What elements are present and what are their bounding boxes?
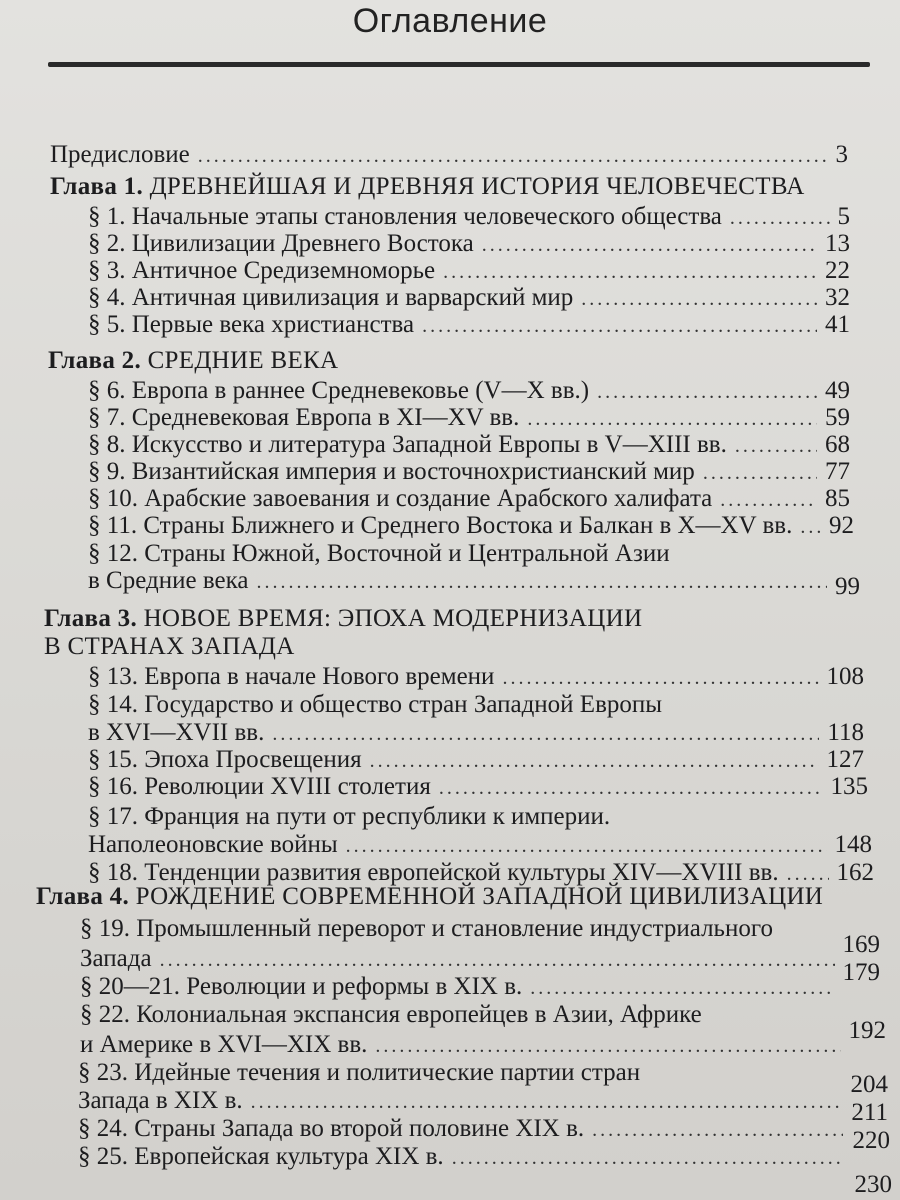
toc-entry-14-line1[interactable]: § 14. Государство и общество стран Западной Европы xyxy=(88,691,663,718)
toc-entry-title: в Средние века xyxy=(88,567,249,594)
toc-entry-page: 204 xyxy=(850,1071,888,1098)
toc-entry-page: 85 xyxy=(825,485,850,512)
toc-entry-page: 3 xyxy=(835,141,848,168)
toc-entry-page: 49 xyxy=(825,377,850,404)
toc-entry-19[interactable] xyxy=(80,931,880,975)
toc-entry-26-page[interactable]: 230 xyxy=(854,1171,892,1198)
toc-entry-page: 118 xyxy=(827,719,864,746)
chapter-label: Глава 2. xyxy=(48,347,142,374)
toc-entry-page: 192 xyxy=(848,1017,886,1044)
toc-entry-page: 108 xyxy=(826,663,864,690)
toc-entry-page: 32 xyxy=(825,284,850,311)
toc-entry-title: Запада xyxy=(80,945,152,972)
toc-entry-title: § 6. Европа в раннее Средневековье (V—X вв.) xyxy=(88,377,590,404)
toc-entry-title: § 13. Европа в начале Нового времени xyxy=(88,663,495,690)
dot-leader xyxy=(592,1115,843,1145)
toc-entry-page: 127 xyxy=(826,746,864,773)
toc-entry-title: Наполеоновские войны xyxy=(88,831,338,858)
toc-entry-page: 13 xyxy=(825,230,850,257)
toc-entry-title: § 24. Страны Запада во второй половине XIX в. xyxy=(78,1115,585,1142)
toc-entry-title: § 3. Античное Средиземноморье xyxy=(88,257,436,284)
toc-entry-title: § 11. Страны Ближнего и Среднего Востока и Балкан в X—XV вв. xyxy=(88,512,793,539)
dot-leader xyxy=(256,567,827,597)
toc-entry-title: § 4. Античная цивилизация и варварский мир xyxy=(88,284,574,311)
toc-entry-title: Запада в XIX в. xyxy=(78,1087,243,1114)
toc-entry-5[interactable] xyxy=(88,310,850,341)
dot-leader xyxy=(439,773,823,803)
toc-entry-title: § 2. Цивилизации Древнего Востока xyxy=(88,230,474,257)
toc-entry-title: § 20—21. Революции и реформы в XIX в. xyxy=(80,973,523,1000)
toc-entry-19-line1[interactable]: § 19. Промышленный переворот и становление индустриального xyxy=(80,915,773,942)
toc-entry-title: и Америке в XVI—XIX вв. xyxy=(80,1031,368,1058)
toc-entry-page: 99 xyxy=(835,573,860,600)
chapter-label: Глава 3. xyxy=(44,605,138,632)
dot-leader xyxy=(530,973,834,1003)
chapter-heading-4[interactable] xyxy=(36,882,823,912)
toc-entry-title: § 25. Европейская культура XIX в. xyxy=(78,1143,444,1170)
toc-entry-page: 162 xyxy=(836,859,874,886)
chapter-title: СРЕДНИЕ ВЕКА xyxy=(147,347,339,374)
toc-entry-page: 59 xyxy=(825,404,850,431)
chapter-heading-3[interactable] xyxy=(44,604,642,634)
toc-entry-page: 220 xyxy=(852,1127,890,1154)
toc-entry-title: § 8. Искусство и литература Западной Европы в V—XIII вв. xyxy=(88,431,727,458)
toc-entry-page: 22 xyxy=(825,257,850,284)
toc-entry-page: 135 xyxy=(830,773,868,800)
dot-leader xyxy=(346,831,827,861)
toc-entry-title: Предисловие xyxy=(50,141,190,168)
toc-entry-22[interactable] xyxy=(80,1017,886,1061)
toc-entry-11[interactable] xyxy=(88,511,854,542)
toc-entry-title: § 7. Средневековая Европа в XI—XV вв. xyxy=(88,404,520,431)
toc-entry-page: 169 xyxy=(842,931,880,958)
toc-entry-12[interactable] xyxy=(88,566,860,600)
dot-leader xyxy=(502,663,818,693)
dot-leader xyxy=(452,1143,845,1173)
toc-entry-title: § 16. Революции XVIII столетия xyxy=(88,773,431,800)
chapter-label: Глава 1. xyxy=(50,173,144,200)
dot-leader xyxy=(375,1031,840,1061)
toc-entry-title: § 18. Тенденции развития европейской культуры XIV—XVIII вв. xyxy=(88,859,779,886)
dot-leader xyxy=(422,311,817,341)
toc-entry-title: § 1. Начальные этапы становления человеческого общества xyxy=(88,203,722,230)
toc-entry-12-line1[interactable]: § 12. Страны Южной, Восточной и Центральной Азии xyxy=(88,540,670,567)
toc-entry-preface[interactable] xyxy=(50,140,848,171)
toc-entry-page: 211 xyxy=(851,1099,888,1126)
toc-entry-page: 77 xyxy=(825,458,850,485)
toc-entry-16[interactable] xyxy=(88,772,868,803)
toc-entry-title: § 15. Эпоха Просвещения xyxy=(88,746,362,773)
page-title: Оглавление xyxy=(352,2,548,40)
chapter-title: НОВОЕ ВРЕМЯ: ЭПОХА МОДЕРНИЗАЦИИ xyxy=(143,605,643,632)
toc-entry-title: § 5. Первые века христианства xyxy=(88,311,415,338)
chapter-heading-3-line2[interactable]: В СТРАНАХ ЗАПАДА xyxy=(44,633,295,660)
chapter-heading-2[interactable] xyxy=(48,346,338,376)
dot-leader xyxy=(160,945,835,975)
toc-entry-page: 68 xyxy=(825,431,850,458)
dot-leader xyxy=(251,1087,843,1117)
chapter-heading-1[interactable] xyxy=(50,172,805,202)
toc-entry-23-line1[interactable]: § 23. Идейные течения и политические партии стран xyxy=(78,1059,641,1086)
toc-entry-page: 92 xyxy=(829,512,854,539)
toc-entry-22-line1[interactable]: § 22. Колониальная экспансия европейцев в Азии, Африке xyxy=(80,1001,702,1028)
chapter-label: Глава 4. xyxy=(36,883,130,910)
toc-entry-title: в XVI—XVII вв. xyxy=(88,719,265,746)
toc-entry-17[interactable] xyxy=(88,830,872,861)
toc-entry-13[interactable] xyxy=(88,662,864,693)
toc-entry-page: 41 xyxy=(825,311,850,338)
toc-entry-page: 179 xyxy=(842,959,880,986)
chapter-title: ДРЕВНЕЙШАЯ И ДРЕВНЯЯ ИСТОРИЯ ЧЕЛОВЕЧЕСТВА xyxy=(149,173,805,200)
chapter-title: РОЖДЕНИЕ СОВРЕМЕННОЙ ЗАПАДНОЙ ЦИВИЛИЗАЦИИ xyxy=(135,883,824,910)
dot-leader xyxy=(198,141,828,171)
toc-entry-17-line1[interactable]: § 17. Франция на пути от республики к империи. xyxy=(88,803,611,830)
toc-entry-page: 148 xyxy=(834,831,872,858)
toc-entry-20[interactable] xyxy=(80,959,880,1003)
toc-entry-title: § 9. Византийская империя и восточнохристианский мир xyxy=(88,458,695,485)
toc-entry-title: § 10. Арабские завоевания и создание Арабского халифата xyxy=(88,485,713,512)
dot-leader xyxy=(800,512,821,542)
toc-entry-page: 5 xyxy=(837,203,850,230)
